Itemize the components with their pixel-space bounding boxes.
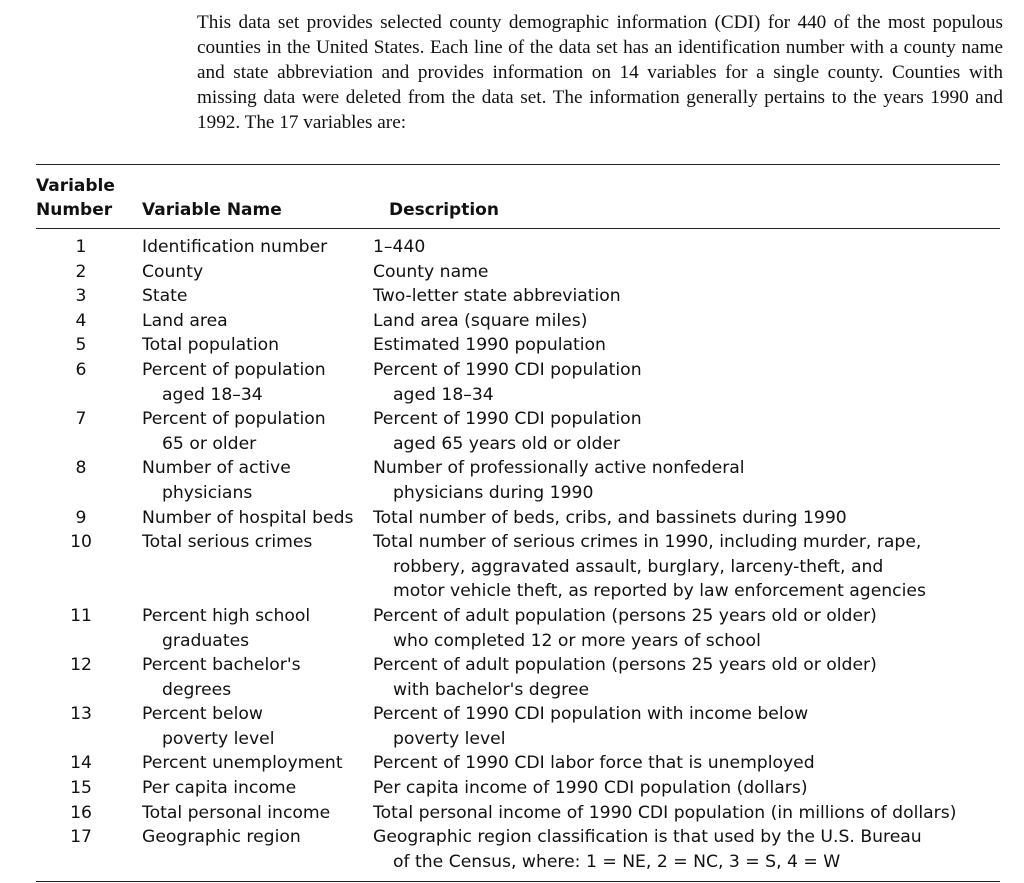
variable-description-line: aged 18–34 bbox=[393, 384, 494, 405]
variable-description-line: Percent of adult population (persons 25 years old or older) bbox=[373, 655, 877, 676]
variable-number: 11 bbox=[70, 605, 92, 626]
variable-description-line: Percent of 1990 CDI population bbox=[373, 409, 642, 430]
variable-name-line: Per capita income bbox=[142, 778, 297, 799]
variable-name bbox=[126, 333, 373, 358]
variable-description bbox=[373, 604, 1004, 653]
variable-description bbox=[373, 260, 1004, 285]
variable-name-line: poverty level bbox=[162, 728, 275, 749]
variable-description-line: with bachelor's degree bbox=[393, 679, 590, 700]
variable-name-line: Number of hospital beds bbox=[142, 507, 354, 528]
variable-name-line: 65 or older bbox=[162, 433, 257, 454]
variable-number: 6 bbox=[75, 359, 87, 380]
variable-description bbox=[373, 751, 1004, 776]
variable-name-line: Number of active bbox=[142, 458, 291, 479]
variable-description bbox=[373, 309, 1004, 334]
variable-name bbox=[126, 456, 373, 505]
variable-description-line: Percent of 1990 CDI population bbox=[373, 359, 642, 380]
variable-description-line: Number of professionally active nonfederal bbox=[373, 458, 745, 479]
table-row bbox=[36, 702, 1004, 751]
variable-name-line: Percent high school bbox=[142, 605, 311, 626]
variable-description bbox=[373, 235, 1004, 260]
variable-number: 17 bbox=[70, 827, 92, 848]
variable-name-line: Identification number bbox=[142, 237, 328, 257]
table-row bbox=[36, 260, 1004, 285]
header-number-line1: Variable bbox=[36, 176, 115, 196]
variable-description bbox=[373, 801, 1004, 826]
variable-description-line: Total personal income of 1990 CDI population (in millions of dollars) bbox=[373, 802, 957, 823]
header-description: Description bbox=[389, 200, 499, 220]
variable-number: 4 bbox=[75, 310, 87, 331]
variable-name bbox=[126, 776, 373, 801]
variable-description-line: Geographic region classification is that used by the U.S. Bureau bbox=[373, 827, 922, 848]
variable-name-line: Geographic region bbox=[142, 827, 301, 848]
variable-name bbox=[126, 825, 373, 850]
table-body bbox=[36, 235, 1004, 874]
variable-number: 1 bbox=[75, 237, 87, 257]
table-row bbox=[36, 530, 1004, 604]
variable-name-line: physicians bbox=[162, 482, 253, 503]
variable-number: 7 bbox=[75, 409, 87, 430]
variable-name bbox=[126, 530, 373, 555]
variable-name-line: Percent unemployment bbox=[142, 753, 343, 774]
variable-description-line: physicians during 1990 bbox=[393, 482, 594, 503]
variable-description-line: who completed 12 or more years of school bbox=[393, 630, 761, 651]
table-header-rule bbox=[36, 228, 1000, 229]
variable-name bbox=[126, 309, 373, 334]
variable-number: 3 bbox=[75, 286, 87, 307]
variable-description-line: poverty level bbox=[393, 728, 506, 749]
variable-description-line: 1–440 bbox=[373, 237, 426, 257]
variable-number: 8 bbox=[75, 458, 87, 479]
variable-description-line: Total number of serious crimes in 1990, including murder, rape, bbox=[373, 532, 922, 553]
variable-name-line: Percent bachelor's bbox=[142, 655, 301, 676]
variable-name-line: Total population bbox=[142, 335, 280, 356]
variable-name bbox=[126, 506, 373, 531]
table-top-rule bbox=[36, 164, 1000, 165]
variable-description-line: Estimated 1990 population bbox=[373, 335, 606, 356]
variable-name bbox=[126, 702, 373, 751]
variable-description bbox=[373, 407, 1004, 456]
variable-name bbox=[126, 801, 373, 826]
header-variable-number bbox=[36, 174, 126, 222]
variable-description-line: robbery, aggravated assault, burglary, larceny-theft, and bbox=[393, 556, 884, 577]
table-row bbox=[36, 801, 1004, 826]
variable-number: 2 bbox=[75, 261, 87, 282]
variable-description-line: Percent of 1990 CDI population with income below bbox=[373, 704, 809, 725]
table-row bbox=[36, 235, 1004, 260]
table-row bbox=[36, 309, 1004, 334]
variable-description-line: Per capita income of 1990 CDI population (dollars) bbox=[373, 778, 808, 799]
table-row bbox=[36, 506, 1004, 531]
variable-description bbox=[373, 825, 1004, 874]
variable-number: 10 bbox=[70, 532, 92, 553]
variable-number: 5 bbox=[75, 335, 87, 356]
variable-number: 14 bbox=[70, 753, 92, 774]
variable-description bbox=[373, 530, 1004, 604]
variable-description bbox=[373, 653, 1004, 702]
table-row bbox=[36, 407, 1004, 456]
variable-name-line: Total personal income bbox=[142, 802, 331, 823]
variable-name-line: Total serious crimes bbox=[142, 532, 313, 553]
variable-number: 16 bbox=[70, 802, 92, 823]
variable-description bbox=[373, 702, 1004, 751]
table-row bbox=[36, 825, 1004, 874]
table-row bbox=[36, 358, 1004, 407]
variable-description-line: County name bbox=[373, 261, 489, 282]
variable-number: 15 bbox=[70, 778, 92, 799]
table-row bbox=[36, 333, 1004, 358]
variable-name-line: aged 18–34 bbox=[162, 384, 263, 405]
variable-name-line: County bbox=[142, 261, 204, 282]
variable-name bbox=[126, 260, 373, 285]
variable-name-line: Land area bbox=[142, 310, 228, 331]
table-bottom-rule bbox=[36, 881, 1000, 882]
variable-description-line: Total number of beds, cribs, and bassinets during 1990 bbox=[373, 507, 847, 528]
variable-name-line: graduates bbox=[162, 630, 250, 651]
variable-description-line: Two-letter state abbreviation bbox=[373, 286, 621, 307]
header-variable-name: Variable Name bbox=[142, 200, 282, 220]
variable-name-line: Percent of population bbox=[142, 409, 326, 430]
variable-name bbox=[126, 751, 373, 776]
table-row bbox=[36, 653, 1004, 702]
variable-name-line: Percent of population bbox=[142, 359, 326, 380]
variable-name bbox=[126, 358, 373, 407]
variable-number: 13 bbox=[70, 704, 92, 725]
table-row bbox=[36, 456, 1004, 505]
variable-description bbox=[373, 506, 1004, 531]
variable-description-line: motor vehicle theft, as reported by law enforcement agencies bbox=[393, 581, 926, 602]
variable-description-line: Percent of adult population (persons 25 years old or older) bbox=[373, 605, 877, 626]
table-row bbox=[36, 604, 1004, 653]
variable-description-line: Percent of 1990 CDI labor force that is unemployed bbox=[373, 753, 815, 774]
intro-paragraph: This data set provides selected county demographic information (CDI) for 440 of the most populous counties in the United States. Each line of the data set has an identification number with a county name and state abbreviation and provides information on 14 variables for a single county. Counties with missing data were deleted from the data set. The information generally pertains to the years 1990 and 1992. The 17 variables are: bbox=[197, 12, 1003, 133]
variable-description bbox=[373, 358, 1004, 407]
table-row bbox=[36, 284, 1004, 309]
variable-name bbox=[126, 407, 373, 456]
variable-name bbox=[126, 653, 373, 702]
variable-name bbox=[126, 284, 373, 309]
table-row bbox=[36, 776, 1004, 801]
variable-name bbox=[126, 235, 373, 260]
variable-number: 9 bbox=[75, 507, 87, 528]
variable-number: 12 bbox=[70, 655, 92, 676]
variable-description-line: Land area (square miles) bbox=[373, 310, 588, 331]
variable-description bbox=[373, 776, 1004, 801]
variable-name-line: degrees bbox=[162, 679, 232, 700]
variable-description bbox=[373, 456, 1004, 505]
header-number-line2: Number bbox=[36, 200, 113, 220]
variable-description-line: aged 65 years old or older bbox=[393, 433, 621, 454]
variable-name bbox=[126, 604, 373, 653]
variable-name-line: State bbox=[142, 286, 188, 307]
variable-description bbox=[373, 333, 1004, 358]
table-row bbox=[36, 751, 1004, 776]
variable-description-line: of the Census, where: 1 = NE, 2 = NC, 3 = S, 4 = W bbox=[393, 851, 841, 872]
variable-description bbox=[373, 284, 1004, 309]
variable-name-line: Percent below bbox=[142, 704, 263, 725]
